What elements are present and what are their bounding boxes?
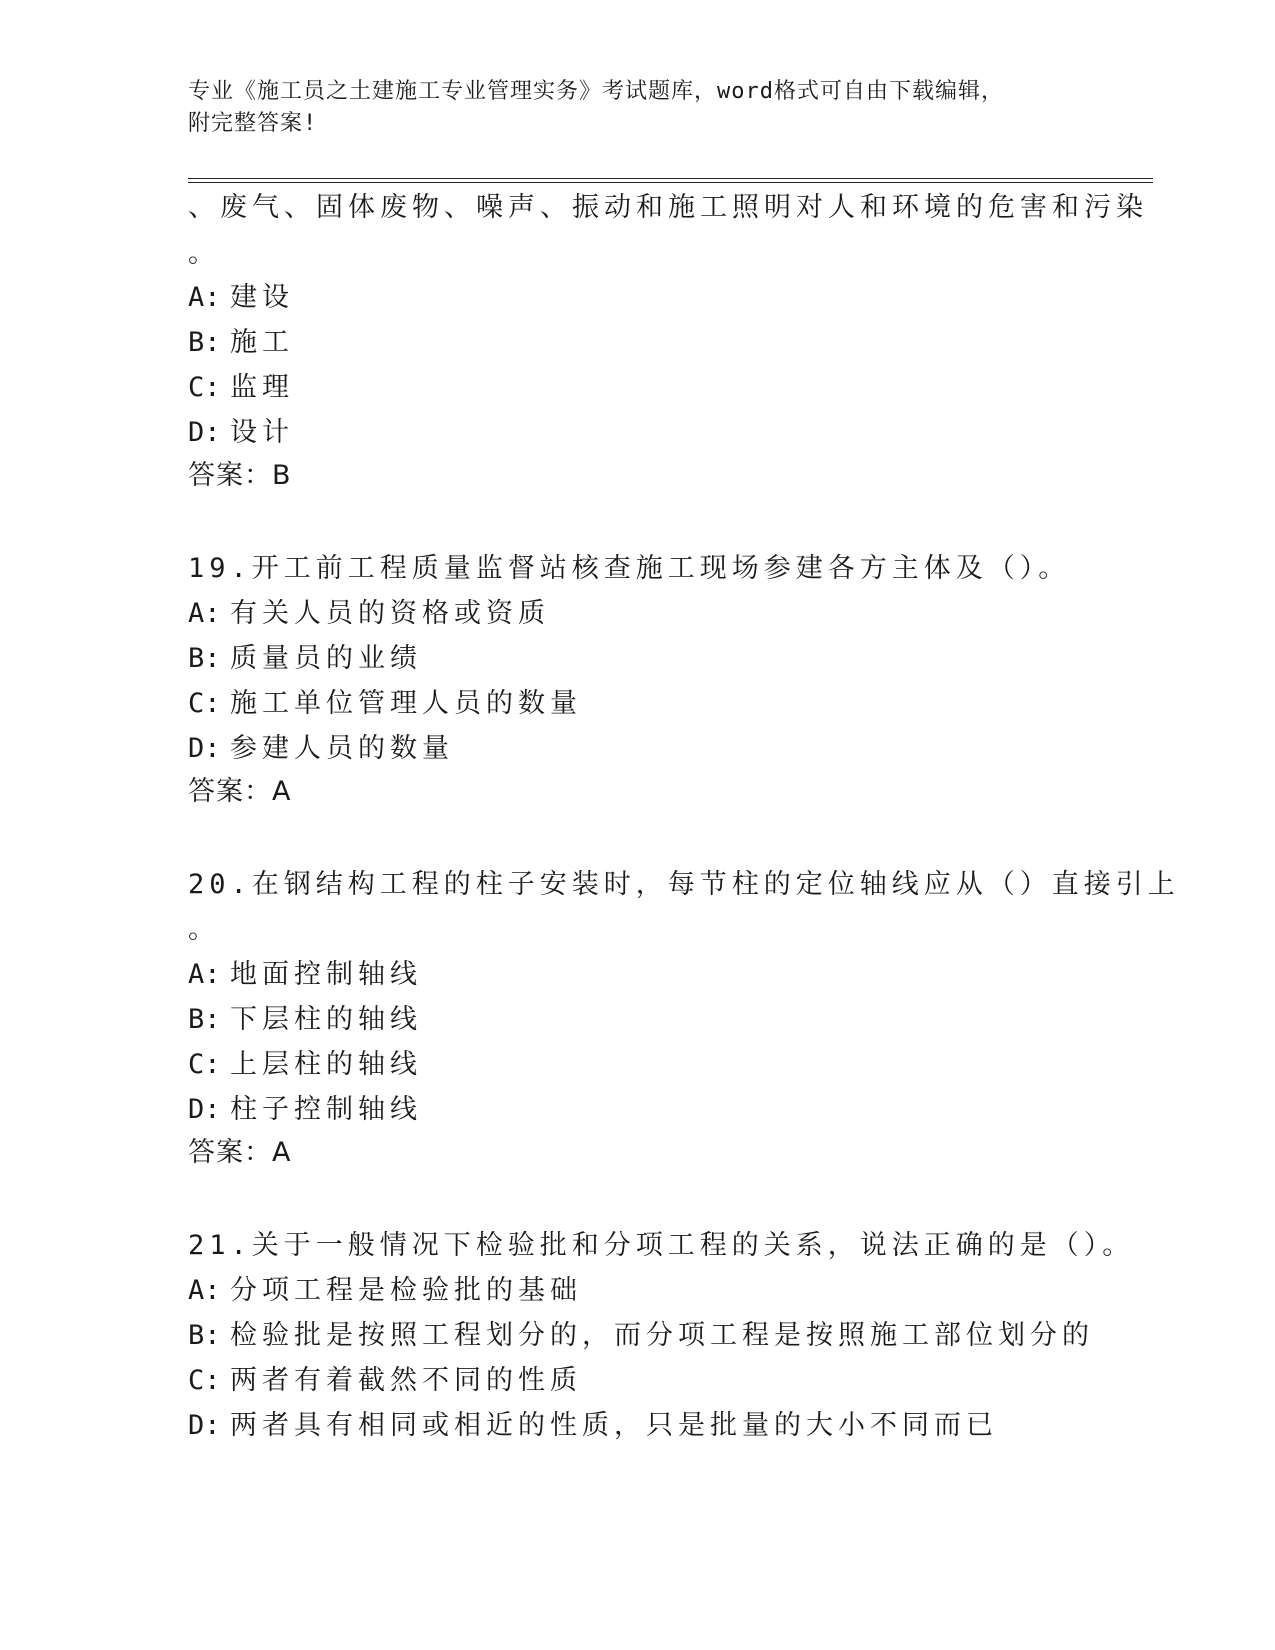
q19-option-c xyxy=(188,686,582,722)
option-text: 两者具有相同或相近的性质，只是批量的大小不同而已 xyxy=(230,1410,998,1441)
document-header xyxy=(188,76,1088,140)
option-text: 两者有着截然不同的性质 xyxy=(230,1365,582,1396)
option-letter: C: xyxy=(188,1049,221,1080)
option-text: 下层柱的轴线 xyxy=(230,1004,422,1035)
option-text: 监理 xyxy=(230,372,294,403)
q18-option-a xyxy=(188,280,294,316)
q21-option-a xyxy=(188,1273,582,1309)
option-letter: B: xyxy=(188,327,221,358)
q19-option-a xyxy=(188,596,550,632)
option-letter: D: xyxy=(188,733,221,764)
option-letter: D: xyxy=(188,1410,221,1441)
option-text: 柱子控制轴线 xyxy=(230,1094,422,1125)
option-letter: C: xyxy=(188,688,221,719)
q19-answer: 答案：A xyxy=(188,776,292,807)
q18-option-c xyxy=(188,370,294,406)
q21-stem-line-1: 21.关于一般情况下检验批和分项工程的关系，说法正确的是（）。 xyxy=(188,1230,1135,1261)
q21-option-c xyxy=(188,1363,582,1399)
q20-stem-line-2: 。 xyxy=(188,914,220,945)
option-letter: C: xyxy=(188,372,221,403)
q18-stem-line-2: 。 xyxy=(188,238,220,269)
option-text: 参建人员的数量 xyxy=(230,733,454,764)
option-letter: B: xyxy=(188,1320,221,1351)
option-text: 上层柱的轴线 xyxy=(230,1049,422,1080)
option-letter: B: xyxy=(188,1004,221,1035)
q18-answer: 答案：B xyxy=(188,460,292,491)
header-line-2: 附完整答案! xyxy=(188,111,318,136)
option-text: 分项工程是检验批的基础 xyxy=(230,1275,582,1306)
option-text: 检验批是按照工程划分的，而分项工程是按照施工部位划分的 xyxy=(230,1320,1094,1351)
option-letter: D: xyxy=(188,1094,221,1125)
option-text: 施工单位管理人员的数量 xyxy=(230,688,582,719)
option-text: 地面控制轴线 xyxy=(230,959,422,990)
option-letter: A: xyxy=(188,598,221,629)
q19-option-d xyxy=(188,731,454,767)
option-text: 建设 xyxy=(230,282,294,313)
q20-option-a xyxy=(188,957,422,993)
option-letter: D: xyxy=(188,417,221,448)
option-text: 有关人员的资格或资质 xyxy=(230,598,550,629)
option-letter: A: xyxy=(188,1275,221,1306)
header-divider xyxy=(188,178,1153,183)
q21-option-d xyxy=(188,1408,998,1444)
q18-option-d xyxy=(188,415,294,451)
q20-option-d xyxy=(188,1092,422,1128)
option-letter: A: xyxy=(188,282,221,313)
option-letter: A: xyxy=(188,959,221,990)
q19-option-b xyxy=(188,641,422,677)
option-letter: C: xyxy=(188,1365,221,1396)
q19-stem-line-1: 19.开工前工程质量监督站核查施工现场参建各方主体及（）。 xyxy=(188,553,1071,584)
q20-option-b xyxy=(188,1002,422,1038)
q20-option-c xyxy=(188,1047,422,1083)
option-text: 施工 xyxy=(230,327,294,358)
q18-option-b xyxy=(188,325,294,361)
q18-stem-line-1: 、废气、固体废物、噪声、振动和施工照明对人和环境的危害和污染 xyxy=(188,192,1148,223)
option-text: 质量员的业绩 xyxy=(230,643,422,674)
q20-stem-line-1: 20.在钢结构工程的柱子安装时，每节柱的定位轴线应从（）直接引上 xyxy=(188,869,1180,900)
header-line-1: 专业《施工员之土建施工专业管理实务》考试题库，word格式可自由下载编辑， xyxy=(188,79,1004,104)
option-text: 设计 xyxy=(230,417,294,448)
option-letter: B: xyxy=(188,643,221,674)
q20-answer: 答案：A xyxy=(188,1137,292,1168)
q21-option-b xyxy=(188,1318,1094,1354)
